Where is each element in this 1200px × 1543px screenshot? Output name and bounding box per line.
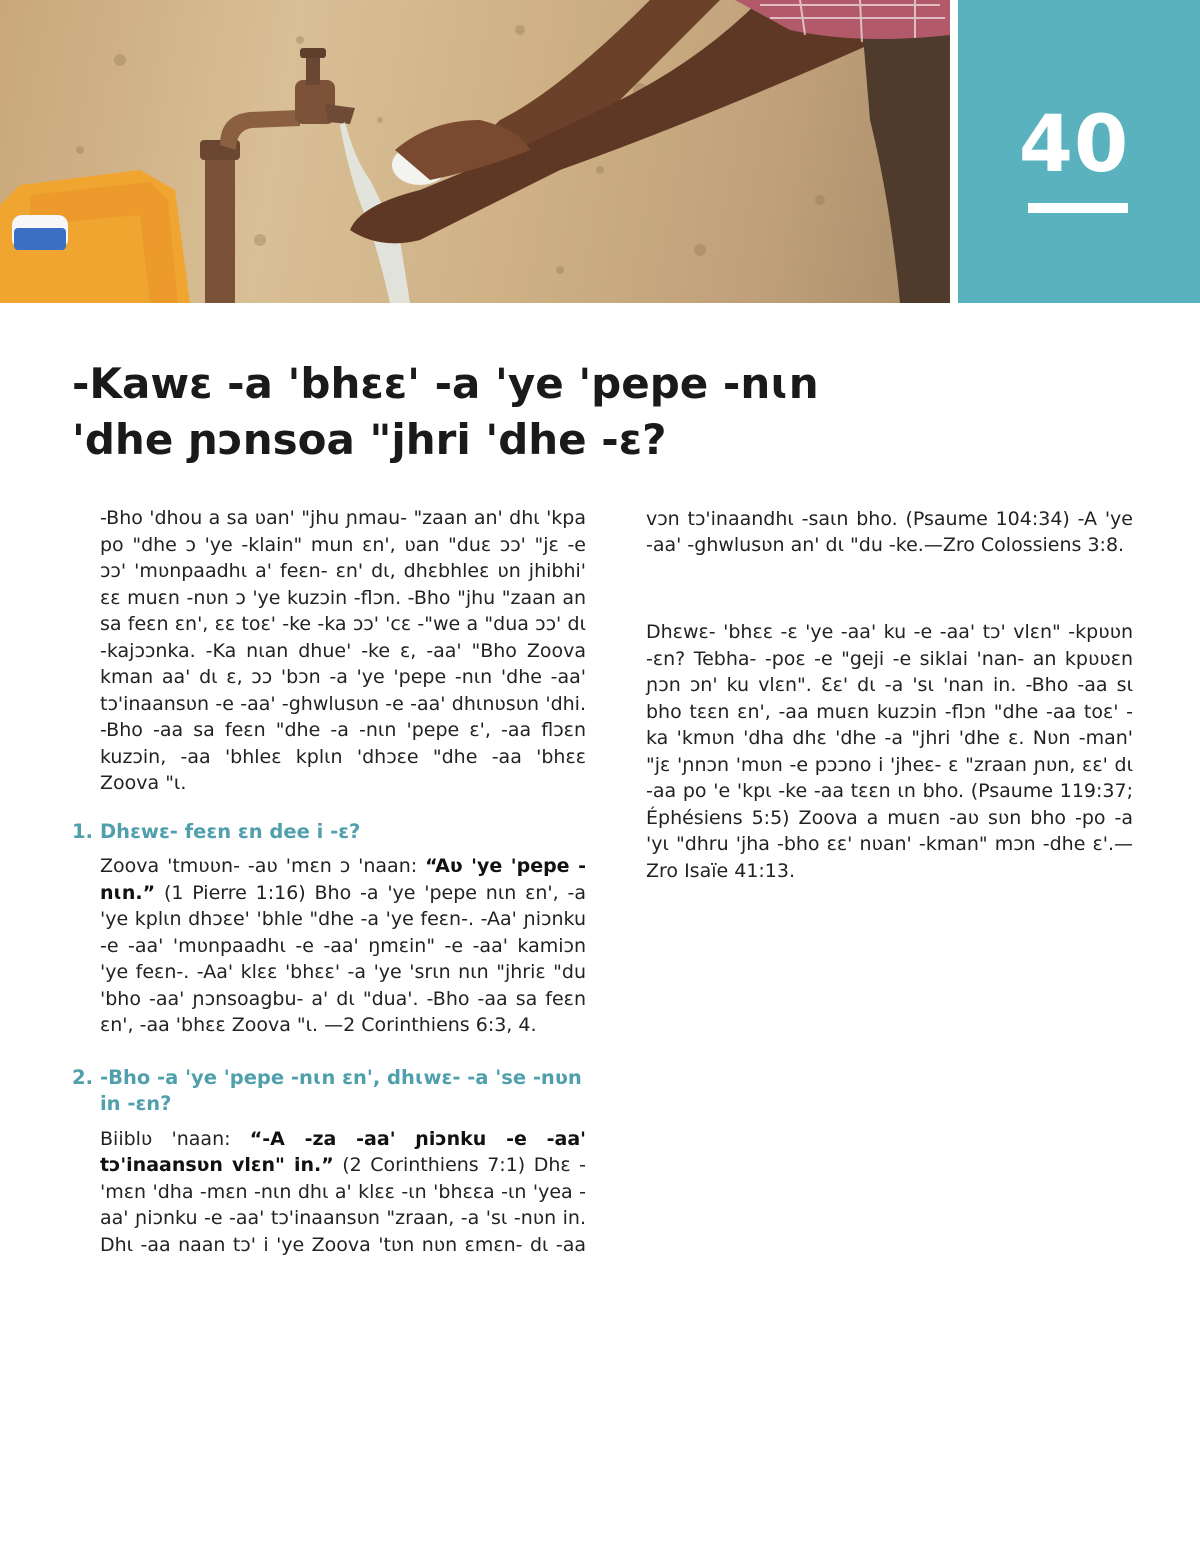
section-2-lead: Biiblʋ 'naan: (100, 1127, 231, 1150)
section-1-question (72, 819, 586, 846)
page-title: -Kawɛ -a 'bhɛɛ' -a 'ye 'pepe -nɩn 'dhe ɲɔnsoa "jhri 'dhe -ɛ? (72, 359, 819, 464)
section-1-lead: Zoova 'tmʋʋn- -aʋ 'mɛn ɔ 'naan: (100, 855, 418, 877)
section-2-number: 2. (72, 1065, 93, 1089)
section-1-number: 1. (72, 819, 93, 843)
intro-paragraph: -Bho 'dhou a sa ʋan' "jhu ɲmau- "zaan an' dhɩ 'kpa po "dhe ɔ 'ye -klain" mun ɛn', ʋan "duɛ ɔɔ' "jɛ -e ɔɔ' 'mʋnpaadhɩ a' feɛn- ɛn' dɩ, dhɛbhleɛ ʋn jhibhi' ɛɛ muɛn -nʋn ɔ 'ye kuzɔin -flɔn. -Bho "jhu "zaan an sa feɛn ɛn', ɛɛ toɛ' -ke -ka ɔɔ' 'cɛ -"we a "dua ɔɔ' dɩ -kajɔɔnka. -Ka nɩan dhue' -ke ɛ, -aa' "Bho Zoova kman aa' dɩ ɛ, ɔɔ 'bɔn -a 'ye 'pepe -nɩn 'dhe -aa' tɔ'inaansʋn -e -aa' -ghwlusʋn -e -aa' dhɩnʋsʋn 'dhi. -Bho -aa sa feɛn "dhe -a -nɩn 'pepe ɛ', -aa flɔɛn kuzɔin, -aa 'bhleɛ kplɩn 'dhɔɛe "dhe -aa 'bhɛɛ Zoova "ɩ. (100, 507, 586, 794)
section-2-paragraph-continued (646, 505, 1133, 611)
section-1-question-text: Dhɛwɛ- feɛn ɛn dee i -ɛ? (100, 819, 361, 843)
section-2-quote: “-A -za -aa' ɲiɔnku -e -aa' tɔ'inaansʋn vlɛn" in.” (100, 1127, 586, 1176)
lesson-number: 40 (1018, 100, 1130, 190)
handwashing-photo-icon (0, 0, 950, 303)
section-1-quote: “Aʋ 'ye 'pepe -nɩn.” (100, 855, 586, 904)
section-2-paragraph (100, 1126, 586, 1258)
section-1-paragraph (100, 853, 586, 1039)
right-column (646, 505, 1133, 884)
lesson-number-underline (1028, 203, 1128, 213)
hero-photo (0, 0, 950, 303)
left-column (72, 505, 586, 1258)
section-2-rest: (2 Corinthiens 7:1) Dhɛ -'mɛn 'dha -mɛn -nɩn dhɩ a' klɛɛ -ɩn 'bhɛɛa -ɩn 'yea -aa' ɲiɔnku -e -aa' tɔ'inaansʋn "zraan, -a 'sɩ -nʋn in. Dhɩ -aa naan tɔ' i 'ye Zoova 'tʋn nʋn ɛmɛn- dɩ -aa (100, 1154, 586, 1256)
section-2-question (72, 1065, 586, 1118)
section-2-paragraph-2: Dhɛwɛ- 'bhɛɛ -ɛ 'ye -aa' ku -e -aa' tɔ' vlɛn" -kpʋʋn -ɛn? Tebha- -poɛ -e "geji -e siklai 'nan- an kpʋʋɛn ɲɔn ɔn' ku vlɛn". Ɛɛ' dɩ -a 'sɩ 'nan in. -Bho -aa sɩ bho tɛɛn ɛn', -aa muɛn kuzɔin -flɔn "dhe -aa toɛ' -ka 'kmʋn 'dha dhɛ 'dhe -a "jhri 'dhe ɛ. Nʋn -man' "jɛ 'ɲnɔn 'mʋn -e pɔɔno i 'jheɛ- ɛ "zraan ɲʋn, ɛɛ' dɩ -aa po 'e 'kpɩ -ke -aa tɛɛn ɩn bho. (Psaume 119:37; Éphésiens 5:5) Zoova a muɛn -aʋ sʋn bho -po -a 'yɩ "dhru 'jha -bho ɛɛ' nʋan' -kman" mɔn -dhe ɛ'.—Zro Isaïe 41:13. (646, 621, 1133, 882)
lesson-number-box (958, 0, 1200, 303)
section-2-continuation-text: vɔn tɔ'inaandhɩ -saɩn bho. (Psaume 104:34) -A 'ye -aa' -ghwlusʋn an' dɩ "du -ke.—Zro Colossiens 3:8. (646, 507, 1133, 556)
section-1-rest: (1 Pierre 1:16) Bho -a 'ye 'pepe nɩn ɛn', -a 'ye kplɩn dhɔɛe' 'bhle "dhe -a 'ye feɛn-. -Aa' ɲiɔnku -e -aa' 'mʋnpaadhɩ -e -aa' ŋmɛin" -e -aa' kamiɔn 'ye feɛn-. -Aa' klɛɛ 'bhɛɛ' -a 'ye 'srɩn nɩn "jhriɛ "du 'bho -aa' ɲɔnsoagbu- a' dɩ "dua'. -Bho -aa sa feɛn ɛn', -aa 'bhɛɛ Zoova "ɩ. —2 Corinthiens 6:3, 4. (100, 881, 586, 1036)
section-2-question-text: -Bho -a 'ye 'pepe -nɩn ɛn', dhɩwɛ- -a 'se -nʋn in -ɛn? (100, 1065, 582, 1115)
